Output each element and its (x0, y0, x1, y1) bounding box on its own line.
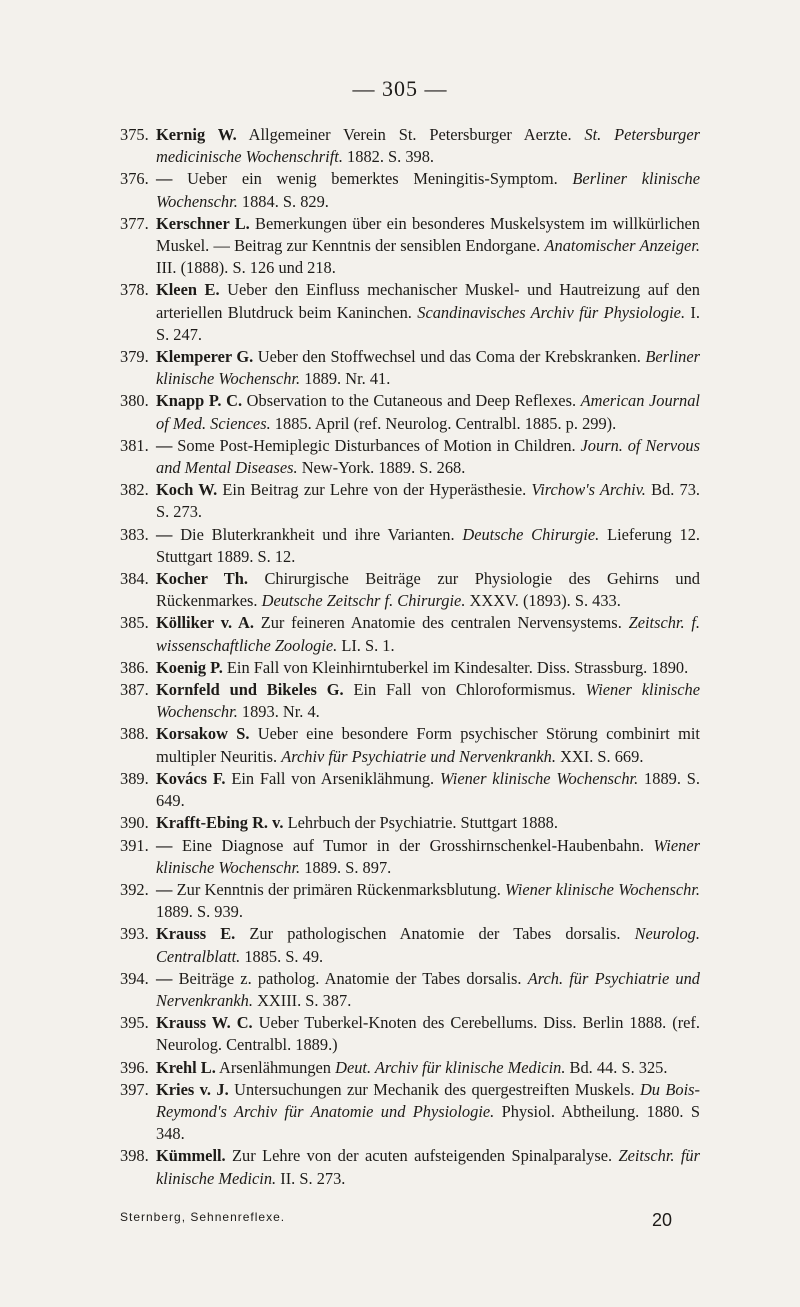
bibliography-entry (120, 612, 700, 656)
entry-title: Untersuchungen zur Mechanik des quergestreiften Muskels. (234, 1079, 635, 1099)
entry-author: Kernig W. (156, 125, 237, 144)
entry-author: — (156, 435, 173, 455)
entry-author: Krauss E. (156, 924, 236, 944)
entry-journal: Anatomischer Anzeiger. (544, 236, 700, 256)
entry-title: Bemerkungen über ein besonderes Muskelsystem im willkürlichen Muskel. — Beitrag zur Kenntnis der sensiblen Endorgane. (156, 213, 700, 256)
entry-reference: II. S. 273. (280, 1168, 346, 1188)
entry-number: 379. (120, 347, 149, 367)
entry-number: 390. (120, 813, 149, 833)
entry-journal: Deutsche Zeitschr f. Chirurgie. (261, 591, 466, 611)
entry-author: Kovács F. (156, 768, 226, 788)
entry-title: Arsenlähmungen (219, 1057, 331, 1077)
entry-title: Zur Lehre von der acuten aufsteigenden Spinalparalyse. (232, 1146, 613, 1166)
entry-reference: Bd. 44. S. 325. (569, 1057, 668, 1077)
entry-number: 395. (120, 1013, 149, 1033)
bibliography-entry (120, 568, 700, 612)
bibliography-entry (120, 346, 700, 390)
entry-author: Kerschner L. (156, 213, 250, 233)
entry-number: 381. (120, 435, 149, 455)
entry-number: 393. (120, 924, 149, 944)
bibliography-entry (120, 723, 700, 767)
entry-title: Ein Beitrag zur Lehre von der Hyperästhesie. (222, 480, 527, 500)
bibliography-list (120, 124, 700, 1190)
entry-title: Eine Diagnose auf Tumor in der Grosshirnschenkel-Haubenbahn. (181, 835, 644, 855)
entry-author: — (156, 968, 173, 988)
bibliography-entry (120, 524, 700, 568)
entry-title: Ueber Tuberkel-Knoten des Cerebellums. Diss. Berlin 1888. (ref. Neurolog. Centralbl. 1889.) (156, 1013, 700, 1055)
entry-journal: Virchow's Archiv. (531, 480, 646, 500)
entry-author: Klemperer G. (156, 347, 254, 367)
entry-journal: Archiv für Psychiatrie und Nervenkrankh. (281, 746, 556, 766)
entry-number: 378. (120, 280, 149, 300)
entry-number: 392. (120, 879, 149, 899)
entry-journal: Zeitschr. für klinische Medicin. (156, 1146, 700, 1188)
entry-title: Some Post-Hemiplegic Disturbances of Motion in Children. (177, 435, 576, 455)
bibliography-entry (120, 124, 700, 168)
entry-reference: LI. S. 1. (341, 635, 395, 655)
entry-title: Zur Kenntnis der primären Rückenmarksblutung. (176, 879, 501, 899)
entry-journal: Du Bois-Reymond's Archiv für Anatomie und Physiologie. (156, 1079, 700, 1121)
entry-reference: 1885. April (ref. Neurolog. Centralbl. 1885. p. 299). (274, 413, 617, 433)
entry-title: Ein Fall von Chloroformismus. (353, 680, 576, 700)
entry-title: Beiträge z. patholog. Anatomie der Tabes dorsalis. (178, 968, 522, 988)
entry-author: Kornfeld und Bikeles G. (156, 680, 344, 700)
entry-author: Krafft-Ebing R. v. (156, 813, 284, 833)
entry-reference: 1884. S. 829. (241, 191, 329, 211)
footer-running-title: Sternberg, Sehnenreflexe. (120, 1210, 286, 1224)
entry-author: Koch W. (156, 480, 218, 500)
entry-number: 394. (120, 968, 149, 988)
entry-title: Lehrbuch der Psychiatrie. Stuttgart 1888. (287, 813, 558, 833)
entry-journal: Neurolog. Centralblatt. (156, 924, 700, 966)
bibliography-entry (120, 479, 700, 523)
entry-number: 384. (120, 569, 149, 589)
bibliography-entry (120, 168, 700, 212)
bibliography-entry (120, 213, 700, 280)
entry-number: 376. (120, 169, 149, 189)
entry-title: Ein Fall von Arseniklähmung. (231, 768, 435, 788)
entry-reference: 1882. S. 398. (347, 147, 435, 167)
entry-journal: Wiener klinische Wochenschr. (440, 768, 639, 788)
entry-journal: Berliner klinische Wochenschr. (156, 347, 700, 389)
entry-number: 382. (120, 480, 149, 500)
entry-author: Kölliker v. A. (156, 613, 254, 633)
entry-reference: III. (1888). S. 126 und 218. (156, 258, 336, 278)
entry-title: Zur feineren Anatomie des centralen Nervensystems. (260, 613, 622, 633)
entry-reference: Lieferung 12. Stuttgart 1889. S. 12. (156, 524, 700, 566)
entry-number: 398. (120, 1146, 149, 1166)
bibliography-entry (120, 968, 700, 1012)
page-number: — 305 — (352, 76, 448, 101)
entry-journal: Zeitschr. f. wissenschaftliche Zoologie. (156, 613, 701, 655)
entry-journal: Deutsche Chirurgie. (462, 524, 600, 544)
entry-journal: Journ. of Nervous and Mental Diseases. (156, 435, 700, 478)
entry-reference: 1889. S. 649. (156, 768, 700, 811)
entry-reference: 1889. Nr. 41. (304, 369, 391, 389)
entry-reference: XXI. S. 669. (560, 746, 644, 766)
entry-reference: Bd. 73. S. 273. (156, 480, 700, 522)
bibliography-entry (120, 657, 700, 679)
entry-journal: Arch. für Psychiatrie und Nervenkrankh. (156, 968, 700, 1010)
bibliography-entry (120, 768, 700, 812)
entry-reference: I. S. 247. (156, 302, 700, 344)
entry-author: Kries v. J. (156, 1079, 229, 1099)
entry-title: Ueber eine besondere Form psychischer Störung combinirt mit multipler Neuritis. (156, 724, 700, 766)
entry-title: Ein Fall von Kleinhirntuberkel im Kindesalter. Diss. Strassburg. 1890. (226, 657, 689, 677)
entry-journal: American Journal of Med. Sciences. (156, 391, 700, 433)
entry-author: — (156, 879, 173, 899)
entry-reference: XXIII. S. 387. (257, 990, 352, 1010)
entry-number: 397. (120, 1079, 149, 1099)
bibliography-entry (120, 923, 700, 967)
entry-journal: Deut. Archiv für klinische Medicin. (335, 1057, 566, 1077)
sheet-number: 20 (652, 1210, 673, 1230)
bibliography-entry (120, 1079, 700, 1146)
entry-number: 383. (120, 524, 149, 544)
bibliography-entry (120, 1145, 700, 1189)
bibliography-entry (120, 812, 700, 834)
bibliography-entry (120, 1012, 700, 1056)
bibliography-entry (120, 390, 700, 434)
bibliography-entry (120, 835, 700, 879)
entry-author: Kümmell. (156, 1146, 226, 1166)
entry-number: 375. (120, 125, 149, 144)
entry-title: Chirurgische Beiträge zur Physiologie des Gehirns und Rückenmarkes. (156, 569, 700, 611)
bibliography-entry (120, 679, 700, 723)
entry-journal: Berliner klinische Wochenschr. (156, 169, 700, 211)
entry-author: Koenig P. (156, 657, 223, 677)
bibliography-entry (120, 879, 700, 923)
entry-number: 388. (120, 724, 149, 744)
entry-journal: Scandinavisches Archiv für Physiologie. (417, 302, 686, 322)
entry-author: Kocher Th. (156, 569, 248, 589)
entry-reference: New-York. 1889. S. 268. (301, 458, 466, 478)
entry-journal: Wiener klinische Wochenschr. (156, 680, 700, 722)
entry-reference: 1889. S. 897. (304, 857, 392, 877)
entry-journal: St. Petersburger medicinische Wochenschrift. (156, 125, 700, 167)
entry-reference: 1893. Nr. 4. (241, 702, 320, 722)
entry-title: Zur pathologischen Anatomie der Tabes dorsalis. (249, 924, 621, 944)
entry-author: Krehl L. (156, 1057, 216, 1077)
entry-reference: 1889. S. 939. (156, 902, 243, 922)
entry-reference: XXXV. (1893). S. 433. (469, 591, 621, 611)
entry-title: Ueber den Einfluss mechanischer Muskel- und Hautreizung auf den arteriellen Blutdruck beim Kaninchen. (156, 280, 700, 322)
entry-author: Korsakow S. (156, 724, 250, 744)
entry-author: Kleen E. (156, 280, 220, 300)
entry-title: Die Bluterkrankheit und ihre Varianten. (180, 524, 455, 544)
entry-author: Krauss W. C. (156, 1013, 253, 1033)
entry-author: Knapp P. C. (156, 391, 243, 411)
entry-author: — (156, 169, 173, 189)
entry-author: — (156, 524, 173, 544)
entry-title: Observation to the Cutaneous and Deep Reflexes. (246, 391, 577, 411)
entry-number: 386. (120, 657, 149, 677)
entry-author: — (156, 835, 173, 855)
entry-reference: Physiol. Abtheilung. 1880. S 348. (156, 1101, 700, 1144)
bibliography-entry (120, 1057, 700, 1079)
entry-number: 385. (120, 613, 149, 633)
bibliography-entry (120, 279, 700, 346)
entry-number: 380. (120, 391, 149, 411)
entry-journal: Wiener klinische Wochenschr. (505, 879, 700, 899)
entry-title: Allgemeiner Verein St. Petersburger Aerzte. (248, 125, 572, 144)
entry-journal: Wiener klinische Wochenschr. (156, 835, 700, 877)
entry-number: 391. (120, 835, 149, 855)
entry-number: 387. (120, 680, 149, 700)
entry-title: Ueber den Stoffwechsel und das Coma der Krebskranken. (257, 347, 641, 367)
entry-number: 377. (120, 213, 149, 233)
entry-title: Ueber ein wenig bemerktes Meningitis-Symptom. (187, 169, 558, 189)
entry-number: 396. (120, 1057, 149, 1077)
entry-number: 389. (120, 768, 149, 788)
bibliography-entry (120, 435, 700, 479)
entry-reference: 1885. S. 49. (244, 946, 324, 966)
